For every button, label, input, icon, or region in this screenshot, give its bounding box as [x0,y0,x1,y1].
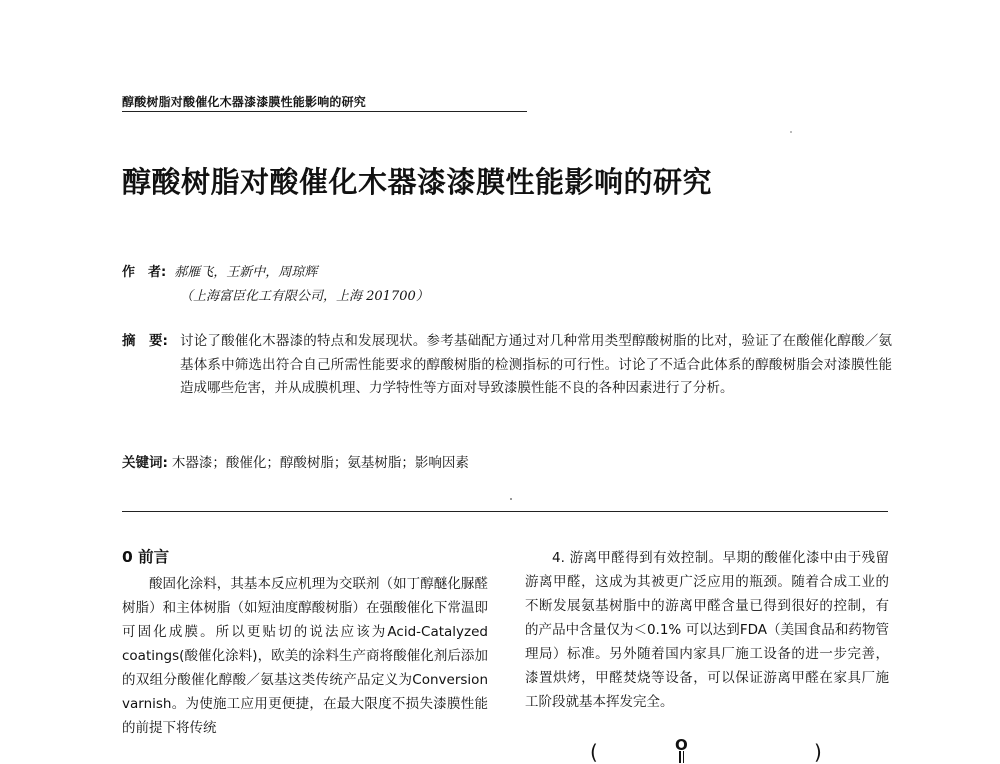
scan-speck [510,498,512,500]
section-divider [122,511,888,512]
author-line [122,262,317,284]
abstract-block [122,330,892,401]
formula-double-bond [679,751,684,763]
header-rule [122,111,527,112]
authors-label: 作 者: [122,265,167,280]
author-affiliation: （上海富臣化工有限公司，上海 201700） [180,289,429,304]
keywords-label: 关键词: [122,455,168,471]
paper-title: 醇酸树脂对酸催化木器漆漆膜性能影响的研究 [122,165,713,199]
intro-paragraph: 酸固化涂料，其基本反应机理为交联剂（如丁醇醚化脲醛树脂）和主体树脂（如短油度醇酸树脂）在强酸催化下常温即可固化成膜。所以更贴切的说法应该为Acid-Catalyzed coatings(酸催化涂料)，欧美的涂料生产商将酸催化剂后添加的双组分酸催化醇酸／氨基这类传统产品定义为Conversion varnish。为使施工应用更便捷，在最大限度不损失漆膜性能的前提下将传统 [122,576,488,736]
section-heading: 0 前言 [122,548,170,566]
formula-right-bracket: ) [814,740,822,764]
author-names: 郝雁飞，王新中，周琼辉 [174,265,318,280]
running-header: 醇酸树脂对酸催化木器漆漆膜性能影响的研究 [122,95,367,109]
formula-oxygen-atom: O [675,736,688,754]
keywords-block [122,451,469,471]
keywords-text: 木器漆；酸催化；醇酸树脂；氨基树脂；影响因素 [171,455,469,471]
abstract-label: 摘 要: [122,333,168,349]
scan-speck [790,131,792,133]
formaldehyde-paragraph: 4. 游离甲醛得到有效控制。早期的酸催化漆中由于残留游离甲醛，这成为其被更广泛应用的瓶颈。随着合成工业的不断发展氨基树脂中的游离甲醛含量已得到很好的控制，有的产品中含量仅为＜0.1% 可以达到FDA（美国食品和药物管理局）标准。另外随着国内家具厂施工设备的进一步完善，漆置烘烤，甲醛焚烧等设备，可以保证游离甲醛在家具厂施工阶段就基本挥发完全。 [525,550,889,710]
left-column [122,546,488,740]
right-column [525,546,889,714]
formula-left-bracket: ( [590,740,598,764]
chemical-structure [590,738,830,762]
abstract-text: 讨论了酸催化木器漆的特点和发展现状。参考基础配方通过对几种常用类型醇酸树脂的比对，验证了在酸催化醇酸／氨基体系中筛选出符合自己所需性能要求的醇酸树脂的检测指标的可行性。讨论了不适合此体系的醇酸树脂会对漆膜性能造成哪些危害，并从成膜机理、力学特性等方面对导致漆膜性能不良的各种因素进行了分析。 [180,333,892,396]
